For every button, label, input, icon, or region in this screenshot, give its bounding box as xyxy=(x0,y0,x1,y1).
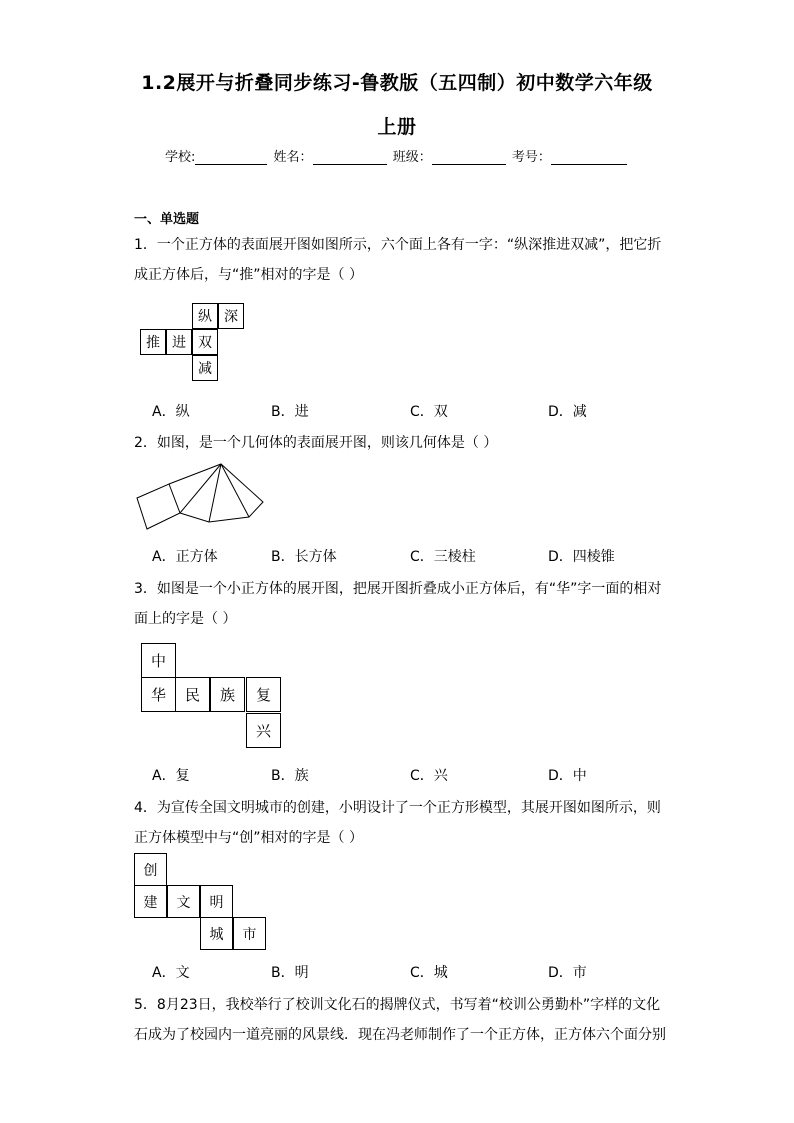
student-info-row xyxy=(165,146,629,165)
q2-option-c[interactable]: C．三棱柱 xyxy=(410,549,476,565)
q5-text-line1: 5．8月23日，我校举行了校训文化石的揭牌仪式，书写着“校训公勇勤朴”字样的文化 xyxy=(134,997,661,1013)
q4-net-cell: 建 xyxy=(134,885,167,918)
q3-net-cell: 民 xyxy=(175,677,210,712)
q4-net-cell: 城 xyxy=(200,917,233,950)
q4-option-b[interactable]: B．明 xyxy=(271,965,309,981)
exam-no-blank xyxy=(551,150,627,165)
name-blank xyxy=(313,150,387,165)
q2-text-line1: 2．如图，是一个几何体的表面展开图，则该几何体是（ ） xyxy=(134,435,498,451)
q1-net-cell: 深 xyxy=(218,303,244,329)
q4-net-cell: 创 xyxy=(134,853,167,886)
q2-option-a[interactable]: A．正方体 xyxy=(152,549,218,565)
q3-option-b[interactable]: B．族 xyxy=(271,768,309,784)
q4-text-line2: 正方体模型中与“创”相对的字是（ ） xyxy=(134,830,363,846)
q2-pyramid-net xyxy=(130,458,270,533)
q4-option-c[interactable]: C．城 xyxy=(410,965,448,981)
section-title: 一、单选题 xyxy=(134,212,200,227)
q1-net-cell: 推 xyxy=(140,329,166,355)
q3-text-line1: 3．如图是一个小正方体的展开图，把展开图折叠成小正方体后，有“华”字一面的相对 xyxy=(134,581,662,597)
q4-net-cell: 文 xyxy=(167,885,200,918)
q2-net-fold-line xyxy=(221,464,249,517)
document-title-line1: 1.2展开与折叠同步练习-鲁教版（五四制）初中数学六年级 xyxy=(141,72,653,94)
q1-net-cell: 减 xyxy=(192,355,218,381)
q4-option-d[interactable]: D．市 xyxy=(548,965,587,981)
q3-net-cell: 华 xyxy=(141,677,176,712)
q3-option-a[interactable]: A．复 xyxy=(152,768,190,784)
q2-net-outline xyxy=(169,464,263,522)
q4-net-cell: 市 xyxy=(233,917,266,950)
q4-option-a[interactable]: A．文 xyxy=(152,965,190,981)
q1-text-line2: 成正方体后，与“推”相对的字是（ ） xyxy=(134,267,363,283)
q1-net-cell: 进 xyxy=(166,329,192,355)
q2-net-fold-line xyxy=(209,464,221,522)
q1-option-c[interactable]: C．双 xyxy=(410,404,448,420)
q4-net-cell: 明 xyxy=(200,885,233,918)
q1-text-line1: 1．一个正方体的表面展开图如图所示，六个面上各有一字：“纵深推进双减”，把它折 xyxy=(134,237,662,253)
q3-net-cell: 族 xyxy=(210,677,245,712)
name-label: 姓名： xyxy=(273,150,313,165)
q1-option-a[interactable]: A．纵 xyxy=(152,404,190,420)
school-label: 学校: xyxy=(165,150,196,165)
q1-option-d[interactable]: D．减 xyxy=(548,404,587,420)
class-label: 班级： xyxy=(392,150,432,165)
school-blank xyxy=(195,150,267,165)
q1-net-cell: 纵 xyxy=(192,303,218,329)
q3-option-c[interactable]: C．兴 xyxy=(410,768,448,784)
q1-option-b[interactable]: B．进 xyxy=(271,404,309,420)
q3-net-cell: 复 xyxy=(246,677,281,712)
q3-net-cell: 中 xyxy=(141,643,176,678)
q5-text-line2: 石成为了校园内一道亮丽的风景线．现在冯老师制作了一个正方体，正方体六个面分别 xyxy=(134,1027,666,1043)
q3-text-line2: 面上的字是（ ） xyxy=(134,611,237,627)
q3-option-d[interactable]: D．中 xyxy=(548,768,587,784)
document-title-line2: 上册 xyxy=(377,116,417,138)
q2-option-b[interactable]: B．长方体 xyxy=(271,549,337,565)
q4-text-line1: 4．为宣传全国文明城市的创建，小明设计了一个正方形模型，其展开图如图所示，则 xyxy=(134,800,661,816)
class-blank xyxy=(432,150,506,165)
exam-no-label: 考号： xyxy=(511,150,551,165)
q3-net-cell: 兴 xyxy=(246,713,281,748)
q2-net-square xyxy=(137,484,180,529)
q2-option-d[interactable]: D．四棱锥 xyxy=(548,549,615,565)
q1-net-cell: 双 xyxy=(192,329,218,355)
